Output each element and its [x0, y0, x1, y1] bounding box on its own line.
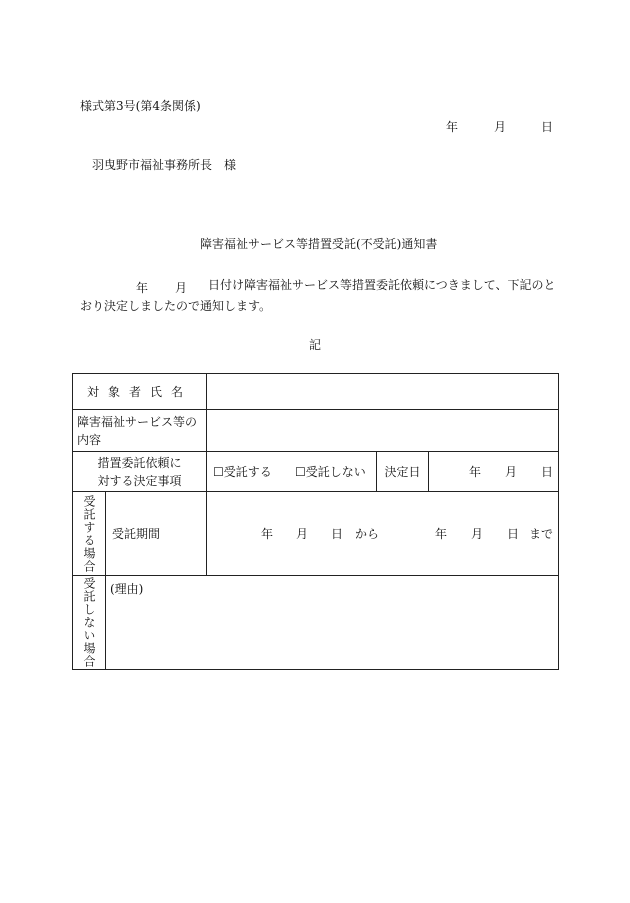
reason-label: (理由) [110, 582, 144, 596]
accept-case-label [73, 492, 106, 576]
document-title: 障害福祉サービス等措置受託(不受託)通知書 [200, 237, 438, 251]
period-from-month: 月 [296, 526, 309, 541]
period-from-year: 年 [261, 526, 274, 541]
service-content-field[interactable] [207, 410, 559, 452]
body-text-line2: おり決定しましたので通知します。 [80, 299, 272, 313]
decision-label-line2: 対する決定事項 [97, 473, 182, 488]
decision-date-year: 年 [469, 464, 482, 479]
issue-date [430, 118, 560, 132]
issue-date-month: 月 [494, 120, 507, 134]
period-to-suffix: まで [529, 526, 554, 541]
period-to-year: 年 [435, 526, 448, 541]
request-date [120, 279, 210, 293]
period-from-suffix: から [355, 526, 380, 541]
period-field[interactable] [207, 492, 559, 576]
accept-checkbox[interactable]: ☐受託する [213, 464, 272, 479]
period-label [106, 492, 207, 576]
accept-case-label-text: 受託する場合 [82, 494, 96, 573]
period-to-month: 月 [471, 526, 484, 541]
request-date-year: 年 [136, 281, 149, 295]
period-label-text: 受託期間 [112, 526, 161, 541]
reject-checkbox[interactable]: ☐受託しない [295, 464, 366, 479]
reject-case-label-text: 受託しない場合 [82, 577, 96, 668]
request-date-month: 月 [175, 281, 188, 295]
service-content-label-line2: 内容 [77, 432, 102, 447]
body-text-line1: 日付け障害福祉サービス等措置委託依頼につきまして、下記のと [208, 278, 556, 292]
period-to-day: 日 [507, 526, 520, 541]
decision-label-line1: 措置委託依頼に [97, 455, 182, 470]
notification-table [72, 373, 559, 670]
service-content-label [73, 410, 207, 452]
ki-heading: 記 [309, 338, 322, 352]
name-label: 対象者氏名 [73, 374, 207, 410]
period-from-day: 日 [331, 526, 344, 541]
decision-options [207, 452, 377, 492]
issue-date-year: 年 [446, 120, 459, 134]
form-number: 様式第3号(第4条関係) [80, 99, 201, 113]
decision-date-month: 月 [505, 464, 518, 479]
reason-field[interactable] [106, 576, 559, 670]
decision-label [73, 452, 207, 492]
addressee: 羽曳野市福祉事務所長 様 [92, 158, 237, 172]
service-content-label-line1: 障害福祉サービス等の [77, 414, 198, 429]
issue-date-day: 日 [541, 120, 554, 134]
decision-date-day: 日 [541, 464, 554, 479]
decision-date-field[interactable] [429, 452, 559, 492]
decision-date-label: 決定日 [377, 452, 429, 492]
reject-case-label [73, 576, 106, 670]
name-field[interactable] [207, 374, 559, 410]
